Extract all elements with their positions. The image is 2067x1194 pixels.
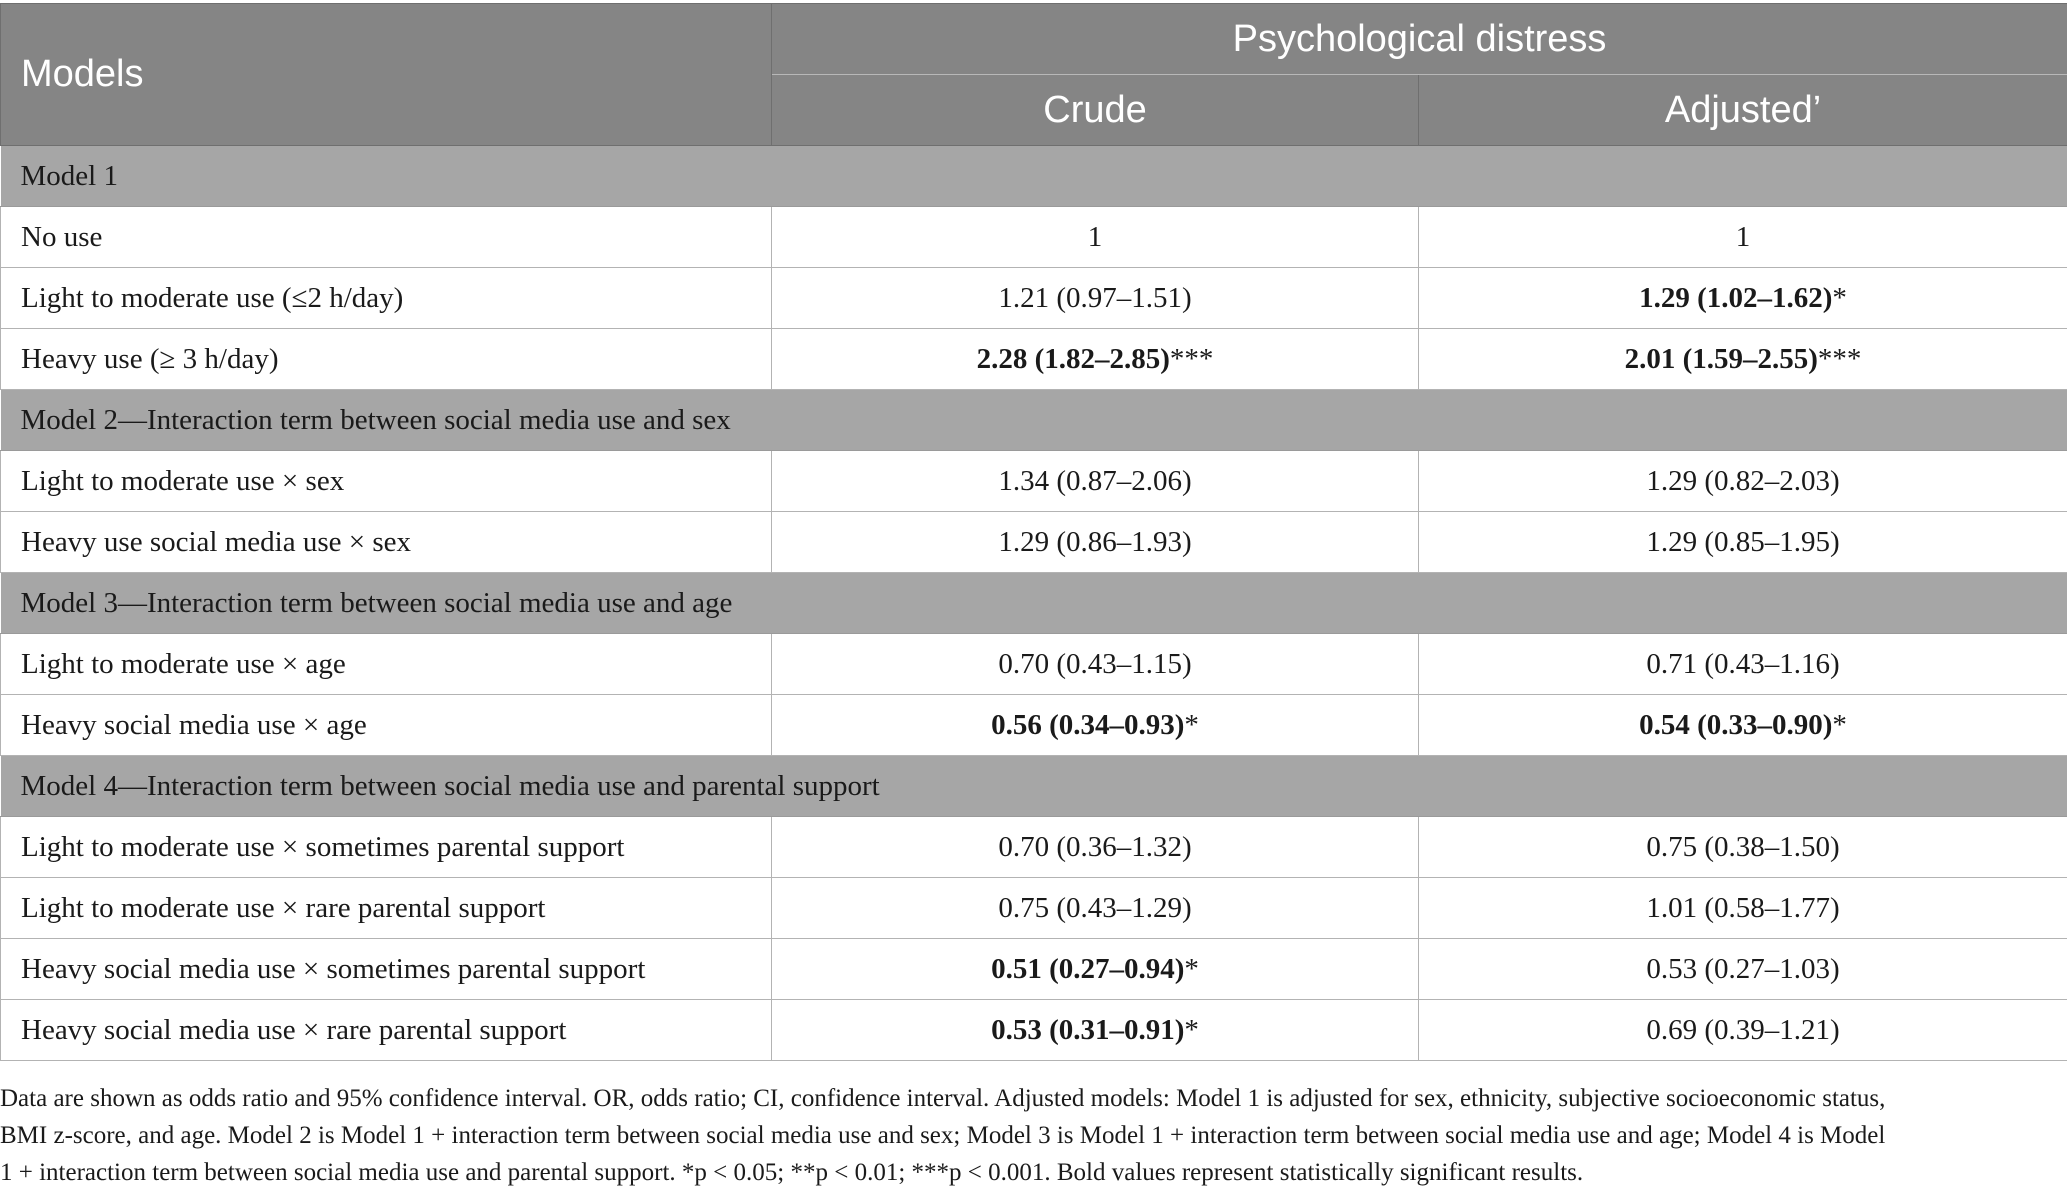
table-row bbox=[1, 1000, 2067, 1061]
crude-value-cell bbox=[772, 451, 1419, 512]
results-table bbox=[0, 3, 2067, 1061]
adjusted-estimate: 1.29 (0.82–2.03) bbox=[1646, 464, 1840, 497]
table-row bbox=[1, 329, 2067, 390]
crude-estimate: 1.29 (0.86–1.93) bbox=[998, 525, 1192, 558]
crude-significance-stars: *** bbox=[1169, 342, 1214, 375]
row-label: Light to moderate use × sex bbox=[1, 451, 772, 512]
crude-estimate: 0.70 (0.36–1.32) bbox=[998, 830, 1192, 863]
adjusted-value-cell bbox=[1419, 817, 2067, 878]
row-label: Heavy use (≥ 3 h/day) bbox=[1, 329, 772, 390]
adjusted-estimate: 1.29 (1.02–1.62) bbox=[1639, 281, 1833, 314]
adjusted-value-cell bbox=[1419, 268, 2067, 329]
crude-value-cell bbox=[772, 268, 1419, 329]
adjusted-significance-stars: * bbox=[1832, 708, 1847, 741]
crude-estimate: 2.28 (1.82–2.85) bbox=[976, 342, 1170, 375]
crude-value-cell bbox=[772, 878, 1419, 939]
footnote-line: BMI z-score, and age. Model 2 is Model 1 + interaction term between social media use and sex; Model 3 is Model 1 + interaction term between social media use and age; Model 4 is Model bbox=[0, 1122, 1886, 1149]
section-title: Model 1 bbox=[1, 146, 2067, 207]
crude-significance-stars: * bbox=[1184, 1013, 1199, 1046]
footnote-line: 1 + interaction term between social media use and parental support. *p < 0.05; **p < 0.01; ***p < 0.001. Bold values represent statistically significant results. bbox=[0, 1159, 1584, 1186]
section-title: Model 2—Interaction term between social media use and sex bbox=[1, 390, 2067, 451]
table-row bbox=[1, 878, 2067, 939]
table-row bbox=[1, 634, 2067, 695]
crude-value-cell bbox=[772, 207, 1419, 268]
section-row bbox=[1, 390, 2067, 451]
adjusted-estimate: 0.71 (0.43–1.16) bbox=[1646, 647, 1840, 680]
crude-value-cell bbox=[772, 512, 1419, 573]
crude-estimate: 0.75 (0.43–1.29) bbox=[998, 891, 1192, 924]
crude-estimate: 0.53 (0.31–0.91) bbox=[991, 1013, 1185, 1046]
crude-estimate: 0.70 (0.43–1.15) bbox=[998, 647, 1192, 680]
crude-value-cell bbox=[772, 695, 1419, 756]
crude-estimate: 0.56 (0.34–0.93) bbox=[991, 708, 1185, 741]
table-row bbox=[1, 268, 2067, 329]
adjusted-value-cell bbox=[1419, 939, 2067, 1000]
crude-estimate: 0.51 (0.27–0.94) bbox=[991, 952, 1185, 985]
adjusted-header: Adjusted’ bbox=[1419, 75, 2067, 146]
section-row bbox=[1, 756, 2067, 817]
row-label: Heavy social media use × rare parental support bbox=[1, 1000, 772, 1061]
crude-value-cell bbox=[772, 329, 1419, 390]
row-label: Light to moderate use × age bbox=[1, 634, 772, 695]
section-row bbox=[1, 573, 2067, 634]
section-title: Model 3—Interaction term between social media use and age bbox=[1, 573, 2067, 634]
adjusted-value-cell bbox=[1419, 878, 2067, 939]
crude-estimate: 1.21 (0.97–1.51) bbox=[998, 281, 1192, 314]
adjusted-value-cell bbox=[1419, 695, 2067, 756]
section-title: Model 4—Interaction term between social media use and parental support bbox=[1, 756, 2067, 817]
adjusted-significance-stars: *** bbox=[1817, 342, 1862, 375]
adjusted-significance-stars: * bbox=[1832, 281, 1847, 314]
row-label: Light to moderate use × rare parental support bbox=[1, 878, 772, 939]
adjusted-value-cell bbox=[1419, 451, 2067, 512]
adjusted-value-cell bbox=[1419, 207, 2067, 268]
section-row bbox=[1, 146, 2067, 207]
models-header: Models bbox=[1, 4, 772, 146]
row-label: Heavy social media use × sometimes parental support bbox=[1, 939, 772, 1000]
table-row bbox=[1, 512, 2067, 573]
footnote-line: Data are shown as odds ratio and 95% confidence interval. OR, odds ratio; CI, confidence interval. Adjusted models: Model 1 is adjusted for sex, ethnicity, subjective socioeconomic status, bbox=[0, 1085, 1886, 1112]
adjusted-estimate: 0.53 (0.27–1.03) bbox=[1646, 952, 1840, 985]
psychological-distress-header: Psychological distress bbox=[772, 4, 2067, 75]
table-row bbox=[1, 207, 2067, 268]
crude-significance-stars: * bbox=[1184, 708, 1199, 741]
row-label: Heavy use social media use × sex bbox=[1, 512, 772, 573]
crude-value-cell bbox=[772, 939, 1419, 1000]
adjusted-estimate: 1.29 (0.85–1.95) bbox=[1646, 525, 1840, 558]
row-label: Light to moderate use × sometimes parental support bbox=[1, 817, 772, 878]
table-row bbox=[1, 939, 2067, 1000]
table-row bbox=[1, 695, 2067, 756]
adjusted-estimate: 1 bbox=[1735, 220, 1751, 253]
table-body bbox=[1, 146, 2067, 1061]
row-label: Light to moderate use (≤2 h/day) bbox=[1, 268, 772, 329]
adjusted-estimate: 1.01 (0.58–1.77) bbox=[1646, 891, 1840, 924]
adjusted-estimate: 2.01 (1.59–2.55) bbox=[1624, 342, 1818, 375]
adjusted-estimate: 0.75 (0.38–1.50) bbox=[1646, 830, 1840, 863]
adjusted-estimate: 0.69 (0.39–1.21) bbox=[1646, 1013, 1840, 1046]
table-row bbox=[1, 817, 2067, 878]
table-footnote bbox=[0, 1080, 2040, 1191]
crude-significance-stars: * bbox=[1184, 952, 1199, 985]
table-row bbox=[1, 451, 2067, 512]
crude-value-cell bbox=[772, 1000, 1419, 1061]
adjusted-value-cell bbox=[1419, 329, 2067, 390]
row-label: Heavy social media use × age bbox=[1, 695, 772, 756]
row-label: No use bbox=[1, 207, 772, 268]
adjusted-estimate: 0.54 (0.33–0.90) bbox=[1639, 708, 1833, 741]
table-header bbox=[1, 4, 2067, 146]
crude-header: Crude bbox=[772, 75, 1419, 146]
adjusted-value-cell bbox=[1419, 512, 2067, 573]
adjusted-value-cell bbox=[1419, 634, 2067, 695]
crude-value-cell bbox=[772, 634, 1419, 695]
crude-estimate: 1.34 (0.87–2.06) bbox=[998, 464, 1192, 497]
crude-value-cell bbox=[772, 817, 1419, 878]
adjusted-value-cell bbox=[1419, 1000, 2067, 1061]
crude-estimate: 1 bbox=[1087, 220, 1103, 253]
